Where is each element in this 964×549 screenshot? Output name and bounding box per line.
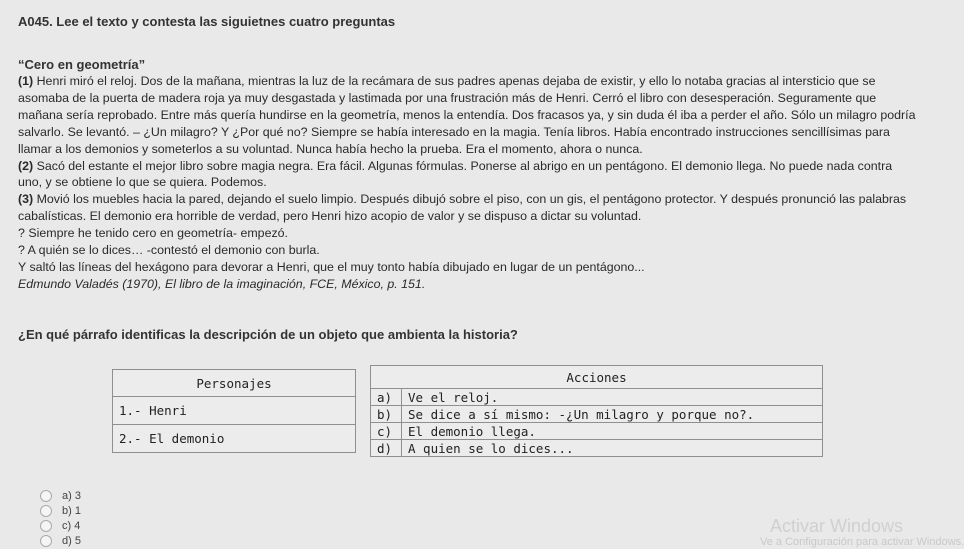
accion-row: c) El demonio llega. bbox=[371, 423, 823, 440]
acciones-header: Acciones bbox=[371, 366, 823, 389]
windows-watermark-subtitle: Ve a Configuración para activar Windows. bbox=[760, 536, 964, 548]
radio-button[interactable] bbox=[40, 490, 52, 502]
dialog-line-2: ? A quién se lo dices… -contestó el demonio con burla. bbox=[18, 243, 320, 258]
source-citation: Edmundo Valadés (1970), El libro de la imaginación, FCE, México, p. 151. bbox=[18, 276, 426, 291]
option-d[interactable]: d) 5 bbox=[40, 533, 81, 548]
radio-button[interactable] bbox=[40, 535, 52, 547]
paragraph-1: (1) Henri miró el reloj. Dos de la mañana, mientras la luz de la recámara de sus padres apenas dejaba de existir, y ello lo notaba gracias al intersticio que se asomaba de la puerta de madera roja ya muy desgastada y lastimada por una frustración más de Henri. Cerró el libro con desesperación. Seguramente que mañana sería reprobado. Entre más quería hundirse en la geometría, menos la entendía. Dos fracasos ya, y sin duda él iba a perder el año. Sólo un milagro podría salvarlo. Se levantó. – ¿Un milagro? Y ¿Por qué no? Siempre se había interesado en la magia. Tenía libros. Había encontrado instrucciones sencillísimas para llamar a los demonios y someterlos a su voluntad. Nunca había hecho la prueba. Era el momento, ahora o nunca. bbox=[18, 74, 916, 156]
paragraph-3: (3) Movió los muebles hacia la pared, dejando el suelo limpio. Después dibujó sobre el piso, con un gis, el pentágono protector. Y después pronunció las palabras cabalísticas. El demonio era horrible de verdad, pero Henri hizo acopio de valor y se dispuso a dictar su voluntad. bbox=[18, 192, 907, 224]
question-title: A045. Lee el texto y contesta las siguietnes cuatro preguntas bbox=[18, 14, 396, 29]
dialog-line-1: ? Siempre he tenido cero en geometría- empezó. bbox=[18, 226, 288, 241]
dialog-line-3: Y saltó las líneas del hexágono para devorar a Henri, que el muy tonto había dibujado en lugar de un pentágono... bbox=[18, 259, 645, 274]
windows-watermark-title: Activar Windows bbox=[770, 516, 904, 536]
option-b[interactable]: b) 1 bbox=[40, 503, 81, 518]
answer-options bbox=[40, 488, 81, 548]
personaje-row: 1.- Henri bbox=[113, 397, 356, 425]
acciones-table bbox=[370, 365, 823, 457]
text-title: “Cero en geometría” bbox=[18, 57, 146, 72]
personaje-row: 2.- El demonio bbox=[113, 425, 356, 453]
accion-row: a) Ve el reloj. bbox=[371, 389, 823, 406]
question-text: ¿En qué párrafo identificas la descripción de un objeto que ambienta la historia? bbox=[18, 327, 518, 342]
accion-row: b) Se dice a sí mismo: -¿Un milagro y porque no?. bbox=[371, 406, 823, 423]
personajes-table bbox=[112, 369, 356, 453]
paragraph-2: (2) Sacó del estante el mejor libro sobre magia negra. Era fácil. Algunas fórmulas. Ponerse al abrigo en un pentágono. El demonio llega. No puede nada contra uno, y se obtiene lo que se quiera. Podemos. bbox=[18, 158, 893, 190]
reading-passage bbox=[18, 73, 918, 293]
option-c[interactable]: c) 4 bbox=[40, 518, 81, 533]
radio-button[interactable] bbox=[40, 505, 52, 517]
option-a[interactable]: a) 3 bbox=[40, 488, 81, 503]
accion-row: d) A quien se lo dices... bbox=[371, 440, 823, 457]
personajes-header: Personajes bbox=[113, 370, 356, 397]
radio-button[interactable] bbox=[40, 520, 52, 532]
